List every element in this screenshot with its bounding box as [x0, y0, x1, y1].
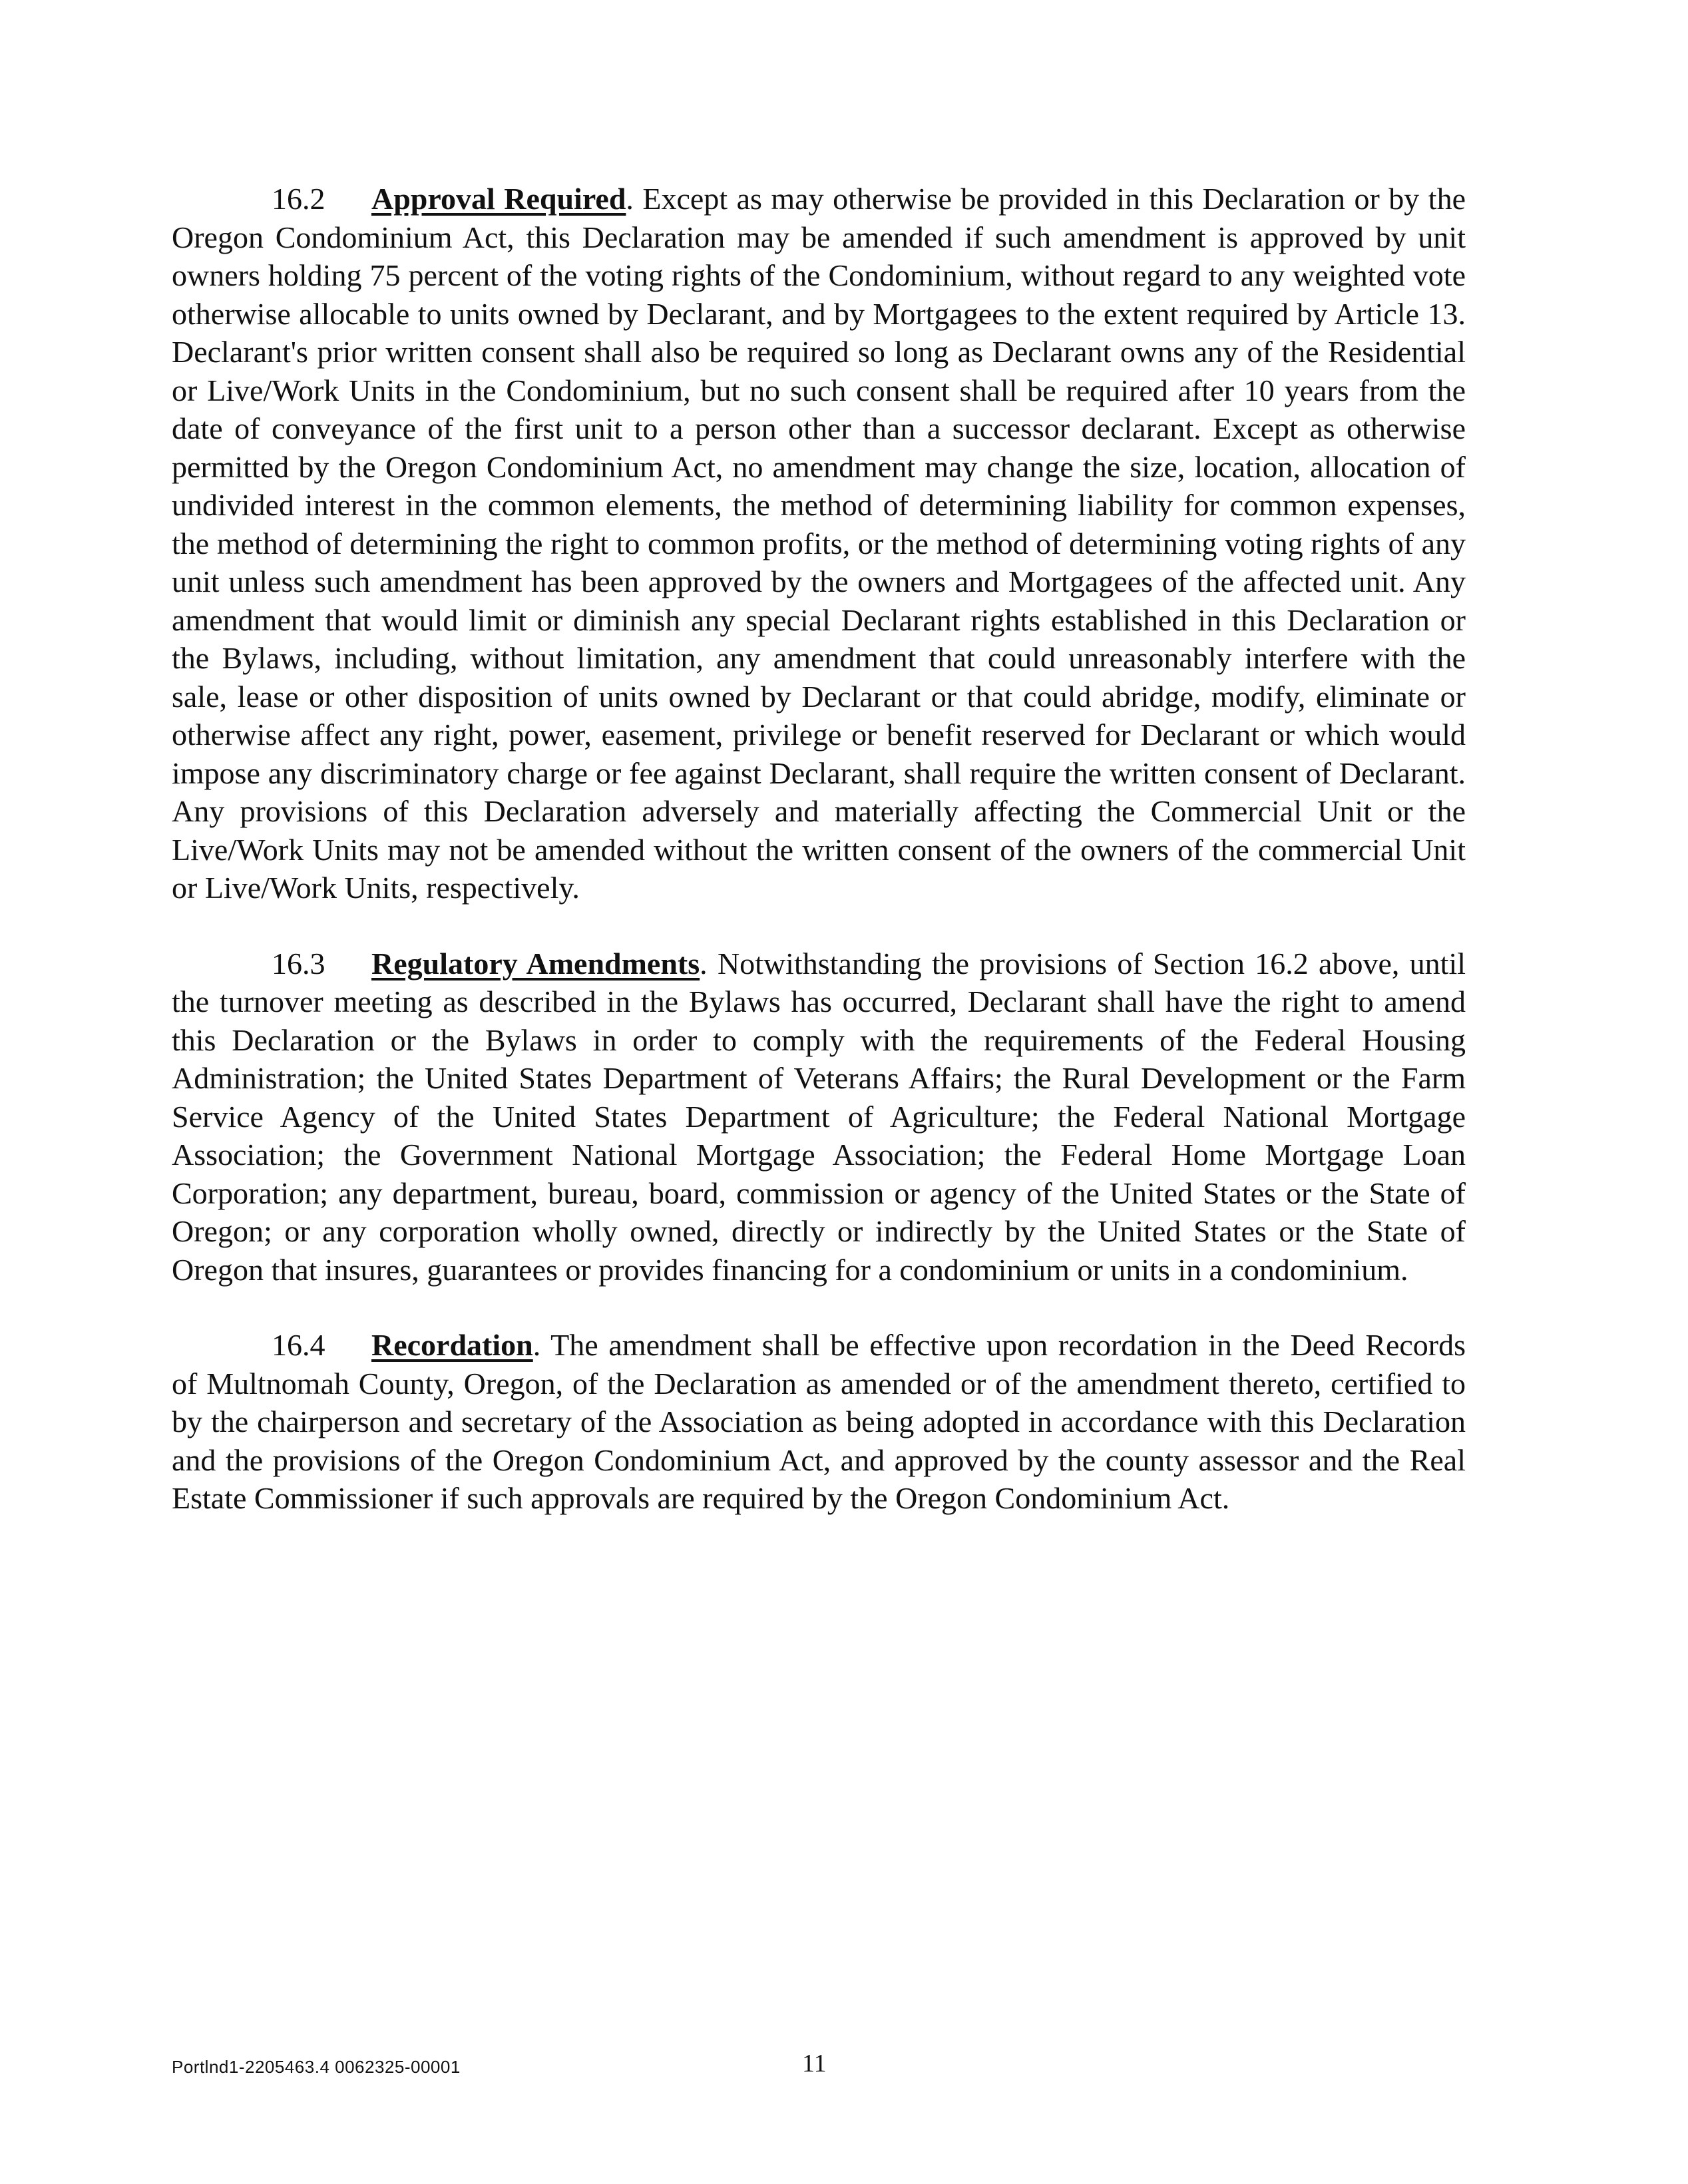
page-number: 11: [802, 2050, 827, 2077]
section-heading: Approval Required: [371, 182, 626, 216]
heading-punctuation: .: [532, 1328, 541, 1362]
footer-document-id: Portlnd1-2205463.4 0062325-00001: [172, 2057, 461, 2077]
section-number: 16.2: [272, 182, 325, 216]
section-body: Except as may otherwise be provided in this Declaration or by the Oregon Condominium Act, this Declaration may be amended if such amendment is approved by unit owners holding 75 percent of the voting rights of the Condominium, without regard to any weighted vote otherwise allocable to units owned by Declarant, and by Mortgagees to the extent required by Article 13. Declarant's prior written consent shall also be required so long as Declarant owns any of the Residential or Live/Work Units in the Condominium, but no such consent shall be required after 10 years from the date of conveyance of the first unit to a person other than a successor declarant. Except as otherwise permitted by the Oregon Condominium Act, no amendment may change the size, location, allocation of undivided interest in the common elements, the method of determining liability for common expenses, the method of determining the right to common profits, or the method of determining voting rights of any unit unless such amendment has been approved by the owners and Mortgagees of the affected unit. Any amendment that would limit or diminish any special Declarant rights established in this Declaration or the Bylaws, including, without limitation, any amendment that could unreasonably interfere with the sale, lease or other disposition of units owned by Declarant or that could abridge, modify, eliminate or otherwise affect any right, power, easement, privilege or benefit reserved for Declarant or which would impose any discriminatory charge or fee against Declarant, shall require the written consent of Declarant. Any provisions of this Declaration adversely and materially affecting the Commercial Unit or the Live/Work Units may not be amended without the written consent of the owners of the commercial Unit or Live/Work Units, respectively.: [172, 182, 1466, 905]
document-page: [172, 180, 1466, 1555]
heading-punctuation: .: [700, 946, 708, 981]
section-16-2: [172, 180, 1466, 907]
section-heading: Recordation: [371, 1328, 533, 1362]
heading-punctuation: .: [626, 182, 634, 216]
section-number: 16.3: [272, 946, 325, 981]
section-body: Notwithstanding the provisions of Section 16.2 above, until the turnover meeting as described in the Bylaws has occurred, Declarant shall have the right to amend this Declaration or the Bylaws in order to comply with the requirements of the Federal Housing Administration; the United States Department of Veterans Affairs; the Rural Development or the Farm Service Agency of the United States Department of Agriculture; the Federal National Mortgage Association; the Government National Mortgage Association; the Federal Home Mortgage Loan Corporation; any department, bureau, board, commission or agency of the United States or the State of Oregon; or any corporation wholly owned, directly or indirectly by the United States or the State of Oregon that insures, guarantees or provides financing for a condominium or units in a condominium.: [172, 946, 1466, 1287]
section-heading: Regulatory Amendments: [371, 946, 700, 981]
section-16-3: [172, 945, 1466, 1289]
section-16-4: [172, 1326, 1466, 1518]
section-body: The amendment shall be effective upon recordation in the Deed Records of Multnomah County, Oregon, of the Declaration as amended or of the amendment thereto, certified to by the chairperson and secretary of the Association as being adopted in accordance with this Declaration and the provisions of the Oregon Condominium Act, and approved by the county assessor and the Real Estate Commissioner if such approvals are required by the Oregon Condominium Act.: [172, 1328, 1466, 1515]
section-number: 16.4: [272, 1328, 325, 1362]
